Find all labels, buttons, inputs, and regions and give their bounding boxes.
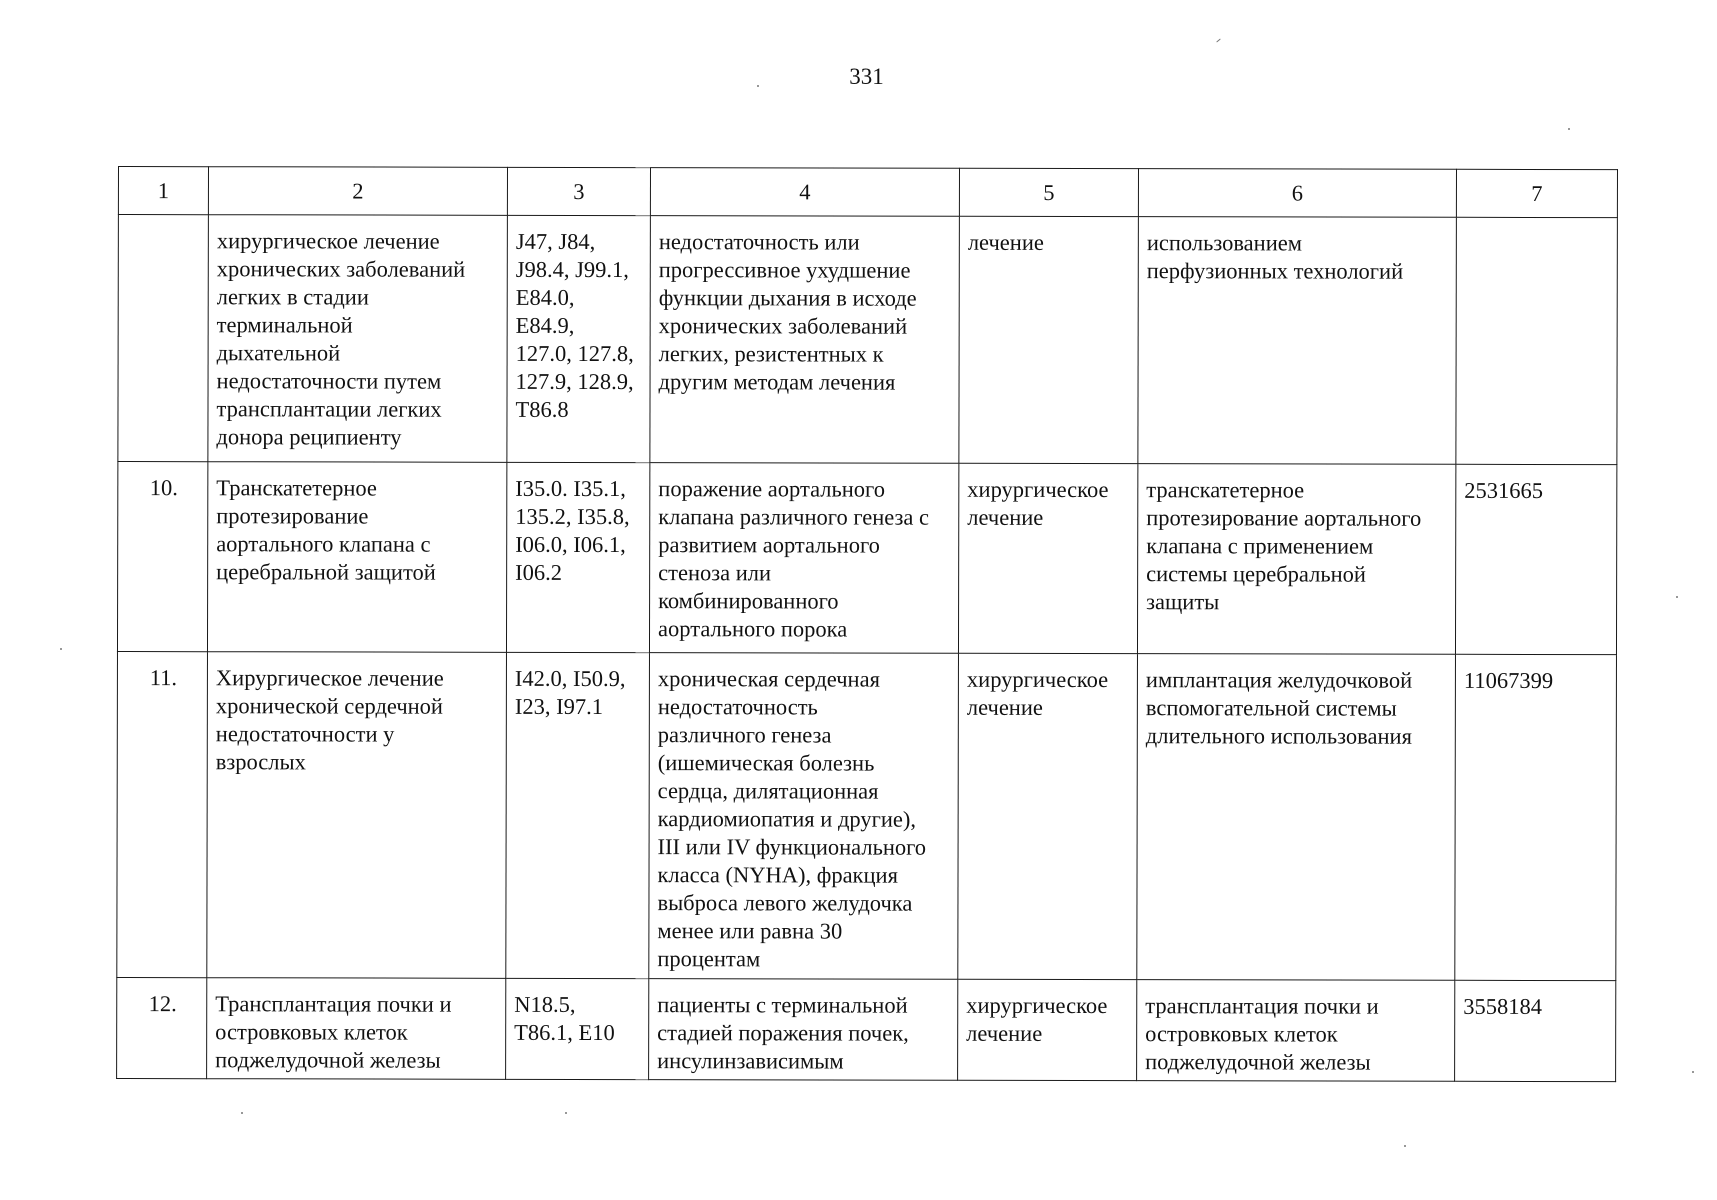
table-row: [117, 977, 1616, 1081]
cost-cell: [1456, 217, 1618, 464]
cost-cell: 2531665: [1455, 464, 1616, 654]
cost-cell: 11067399: [1455, 654, 1617, 980]
scan-speck: [1676, 596, 1678, 598]
procedure-name-cell: хирургическое лечение хронических заболеваний легких в стадии терминальной дыхательной недостаточности путем трансплантации легких донора реципиенту: [208, 215, 508, 463]
treatment-method-cell: транскатетерное протезирование аортального клапана с применением системы церебральной защиты: [1137, 464, 1455, 655]
scan-speck: [1568, 128, 1570, 130]
treatment-method-cell: использованием перфузионных технологий: [1138, 217, 1457, 465]
icd-codes-cell: J47, J84, J98.4, J99.1, E84.0, E84.9, 127.0, 127.8, 127.9, 128.9, T86.8: [507, 215, 651, 462]
procedures-table: [116, 166, 1618, 1082]
column-header: 7: [1456, 169, 1617, 217]
table-row: [118, 215, 1618, 465]
scan-speck: [757, 85, 759, 87]
procedure-name-cell: Хирургическое лечение хронической сердечной недостаточности у взрослых: [207, 652, 507, 979]
row-number-cell: 10.: [117, 462, 207, 652]
column-header: 5: [959, 168, 1138, 216]
table-row: [117, 462, 1616, 655]
page-number: 331: [849, 64, 884, 89]
patient-model-cell: поражение аортального клапана различного генеза с развитием аортального стеноза или комбинированного аортального порока: [649, 463, 958, 654]
scan-speck: [1404, 1145, 1406, 1147]
column-header: 1: [118, 167, 208, 215]
row-number-cell: 11.: [117, 652, 208, 978]
scan-speck: [241, 1112, 243, 1114]
cost-cell: 3558184: [1455, 980, 1616, 1081]
scan-speck: [1692, 1071, 1694, 1073]
column-header: 4: [650, 168, 959, 217]
treatment-type-cell: хирургическое лечение: [958, 463, 1137, 653]
icd-codes-cell: I42.0, I50.9, I23, I97.1: [506, 652, 650, 978]
treatment-method-cell: имплантация желудочковой вспомогательной системы длительного использования: [1137, 654, 1456, 981]
scan-speck: [565, 1112, 567, 1114]
treatment-type-cell: хирургическое лечение: [958, 979, 1137, 1080]
column-header: 3: [507, 167, 650, 215]
table-header-row: [118, 167, 1617, 218]
procedure-name-cell: Трансплантация почки и островковых клеток поджелудочной железы: [207, 978, 506, 1080]
treatment-method-cell: трансплантация почки и островковых клеток поджелудочной железы: [1137, 980, 1455, 1082]
table-row: [117, 652, 1617, 981]
treatment-type-cell: хирургическое лечение: [958, 653, 1138, 979]
scan-speck: [1216, 39, 1220, 43]
icd-codes-cell: N18.5, T86.1, E10: [506, 978, 649, 1079]
row-number-cell: 12.: [117, 977, 207, 1078]
row-number-cell: [118, 215, 209, 462]
treatment-type-cell: лечение: [959, 216, 1139, 463]
patient-model-cell: недостаточность или прогрессивное ухудшение функции дыхания в исходе хронических заболеваний легких, резистентных к другим методам лечения: [650, 216, 960, 464]
scan-speck: [60, 648, 62, 650]
procedure-name-cell: Транскатетерное протезирование аортального клапана с церебральной защитой: [207, 462, 506, 653]
column-header: 2: [208, 167, 507, 216]
icd-codes-cell: I35.0. I35.1, 135.2, I35.8, I06.0, I06.1, I06.2: [506, 462, 649, 652]
patient-model-cell: хроническая сердечная недостаточность различного генеза (ишемическая болезнь сердца, дилятационная кардиомиопатия и другие), III или IV функционального класса (NYHA), фракция выброса левого желудочка менее или равна 30 процентам: [649, 653, 959, 980]
patient-model-cell: пациенты с терминальной стадией поражения почек, инсулинзависимым: [649, 979, 958, 1081]
column-header: 6: [1138, 169, 1456, 218]
